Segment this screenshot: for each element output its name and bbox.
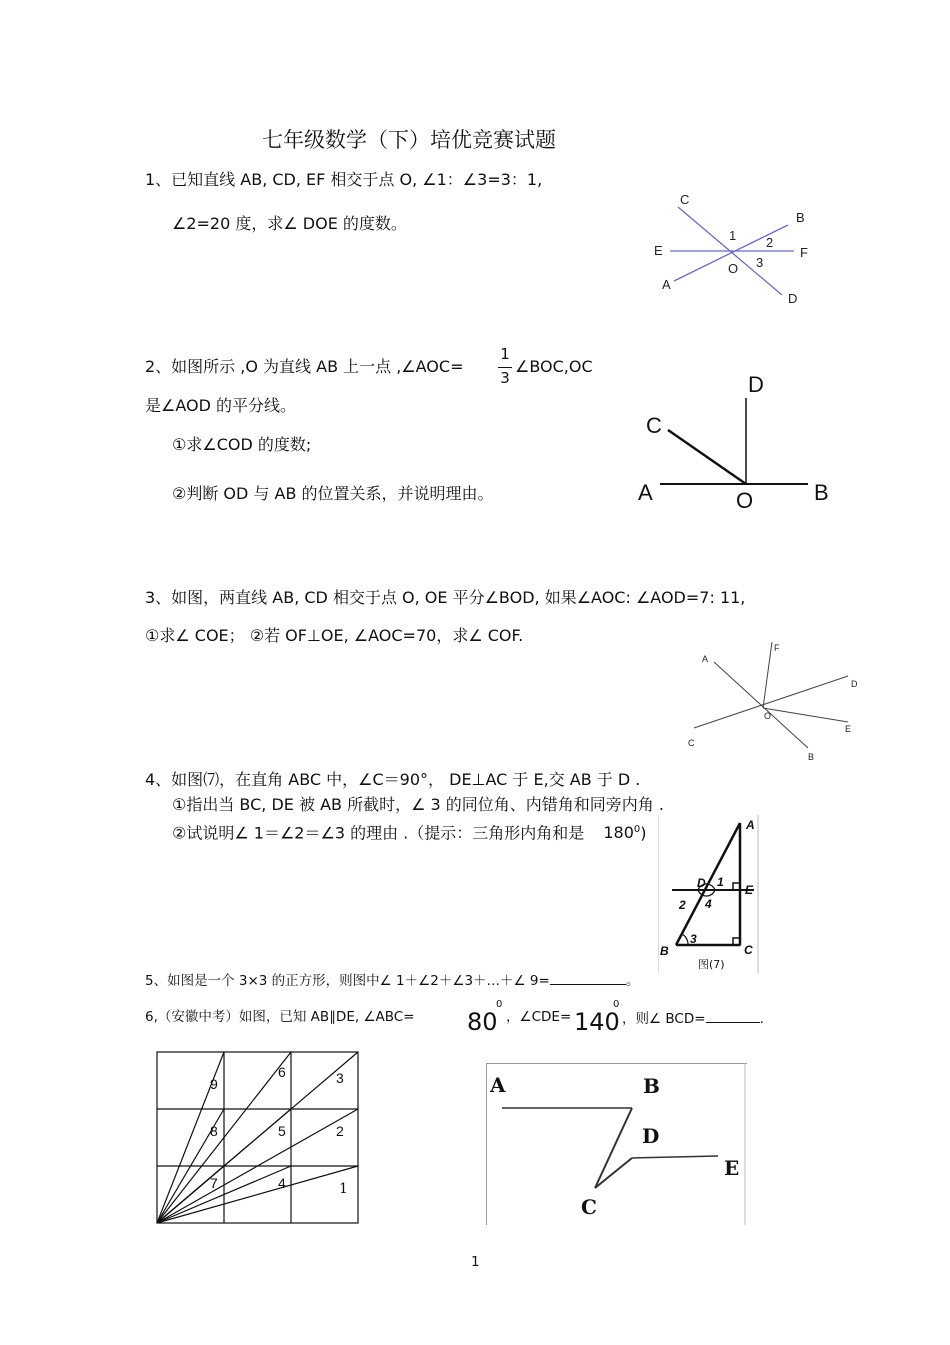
q5-grid-label-4: 4 xyxy=(278,1175,286,1191)
q5-question: 5、如图是一个 3×3 的正方形，则图中∠ 1＋∠2＋∠3＋…＋∠ 9= xyxy=(145,973,550,989)
q6-value-cde: 140 xyxy=(574,1008,620,1036)
q6-label-e: E xyxy=(724,1156,740,1180)
q1-line1: 1、已知直线 AB, CD, EF 相交于点 O, ∠1：∠3=3：1, xyxy=(145,170,543,189)
q3-label-e: E xyxy=(845,724,852,734)
q4-line3-close: ) xyxy=(640,823,647,843)
q2-label-b: B xyxy=(814,480,829,505)
q6-sup1: 0 xyxy=(496,999,503,1010)
q3-line2: ①求∠ COE； ②若 OF⊥OE, ∠AOC=70，求∠ COF. xyxy=(145,626,524,645)
q5-answer-blank xyxy=(550,969,626,985)
q1-label-e: E xyxy=(654,243,663,258)
q2-frac-den: 3 xyxy=(500,369,510,387)
page-number: 1 xyxy=(471,1254,480,1270)
q2-figure xyxy=(630,370,840,520)
q2-sub2: ②判断 OD 与 AB 的位置关系，并说明理由。 xyxy=(172,484,494,503)
q4-label-angle4: 4 xyxy=(705,897,712,911)
q4-line3-text: ②试说明∠ 1＝∠2＝∠3 的理由 .（提示：三角形内角和是 xyxy=(172,823,585,843)
q3-label-f: F xyxy=(774,643,780,653)
q5-grid-label-7: 7 xyxy=(210,1175,218,1191)
q6-label-d: D xyxy=(642,1124,660,1148)
q4-line3-num: 180 xyxy=(603,823,634,843)
q5-grid-label-1: 1 xyxy=(339,1181,348,1197)
q6-text-c xyxy=(622,1007,764,1029)
q2-line1-b: ∠BOC,OC xyxy=(515,357,593,376)
q6-label-c: C xyxy=(581,1195,597,1219)
q5-grid-label-9: 9 xyxy=(210,1076,218,1092)
q6-text-a: 6,（安徽中考）如图，已知 AB∥DE, ∠ABC= xyxy=(145,1009,415,1025)
q4-figure xyxy=(658,815,760,975)
q1-figure xyxy=(640,185,820,315)
q2-frac-num: 1 xyxy=(500,345,510,363)
q1-label-angle1: 1 xyxy=(729,228,737,243)
q3-label-c: C xyxy=(688,738,695,748)
q2-frac-bar xyxy=(498,367,512,368)
q1-label-c: C xyxy=(680,192,690,207)
q1-label-angle2: 2 xyxy=(766,235,774,250)
q4-label-angle2: 2 xyxy=(679,898,686,912)
page-title: 七年级数学（下）培优竞赛试题 xyxy=(262,128,556,152)
q2-sub1: ①求∠COD 的度数; xyxy=(172,435,312,454)
q6-label-a: A xyxy=(490,1073,506,1097)
q4-label-e: E xyxy=(745,883,754,897)
q3-label-a: A xyxy=(702,654,709,664)
q5-grid-label-3: 3 xyxy=(336,1070,344,1086)
q6-value-abc: 80 xyxy=(467,1008,498,1036)
q2-line1-a: 2、如图所示 ,O 为直线 AB 上一点 ,∠AOC= xyxy=(145,357,464,376)
q2-label-o: O xyxy=(736,488,754,513)
q6-text-b: ，∠CDE= xyxy=(506,1009,572,1025)
q6-question: ，则∠ BCD= xyxy=(622,1011,706,1027)
q5-grid-figure xyxy=(150,1045,365,1235)
q5-end: 。 xyxy=(625,973,640,989)
q1-label-o: O xyxy=(728,261,739,276)
q4-line2: ①指出当 BC, DE 被 AB 所截时，∠ 3 的同位角、内错角和同旁内角 . xyxy=(172,795,664,814)
q5-grid-label-5: 5 xyxy=(278,1123,286,1139)
q4-label-angle1: 1 xyxy=(717,875,724,889)
q2-label-a: A xyxy=(638,480,653,505)
q4-label-angle3: 3 xyxy=(690,932,697,946)
q6-figure xyxy=(486,1063,748,1225)
q4-line3 xyxy=(172,820,647,843)
q1-label-angle3: 3 xyxy=(756,255,764,270)
q4-figure-caption: 图(7) xyxy=(698,958,725,971)
q1-label-d: D xyxy=(788,291,798,306)
q3-line1: 3、如图，两直线 AB, CD 相交于点 O, OE 平分∠BOD, 如果∠AOC: ∠AOD=7: 11, xyxy=(145,588,746,607)
q2-line2: 是∠AOD 的平分线。 xyxy=(145,396,297,415)
q5-grid-label-6: 6 xyxy=(278,1064,286,1080)
q6-sup2: 0 xyxy=(613,999,620,1010)
q2-label-d: D xyxy=(748,372,764,397)
q3-label-o: O xyxy=(764,711,772,721)
q5-grid-label-2: 2 xyxy=(336,1123,344,1139)
q5-grid-label-8: 8 xyxy=(210,1123,218,1139)
q1-label-f: F xyxy=(800,245,808,260)
q4-line3-sup: 0 xyxy=(633,824,641,835)
q4-label-c: C xyxy=(744,943,753,957)
q4-label-b: B xyxy=(660,944,669,958)
q2-label-c: C xyxy=(646,413,662,438)
q4-line1: 4、如图⑺，在直角 ABC 中，∠C＝90°， DE⊥AC 于 E,交 AB 于 D . xyxy=(145,770,641,789)
q3-label-d: D xyxy=(851,679,858,689)
q1-line2: ∠2=20 度，求∠ DOE 的度数。 xyxy=(172,214,407,233)
q5-text xyxy=(145,969,639,991)
q4-label-a: A xyxy=(746,818,755,832)
q6-label-b: B xyxy=(643,1074,660,1098)
q3-figure xyxy=(680,630,870,770)
q6-end: . xyxy=(759,1011,764,1027)
q3-label-b: B xyxy=(808,752,815,762)
q1-label-a: A xyxy=(662,277,671,292)
q1-label-b: B xyxy=(796,210,805,225)
q6-answer-blank xyxy=(706,1007,760,1023)
q4-label-d: D xyxy=(697,876,706,890)
